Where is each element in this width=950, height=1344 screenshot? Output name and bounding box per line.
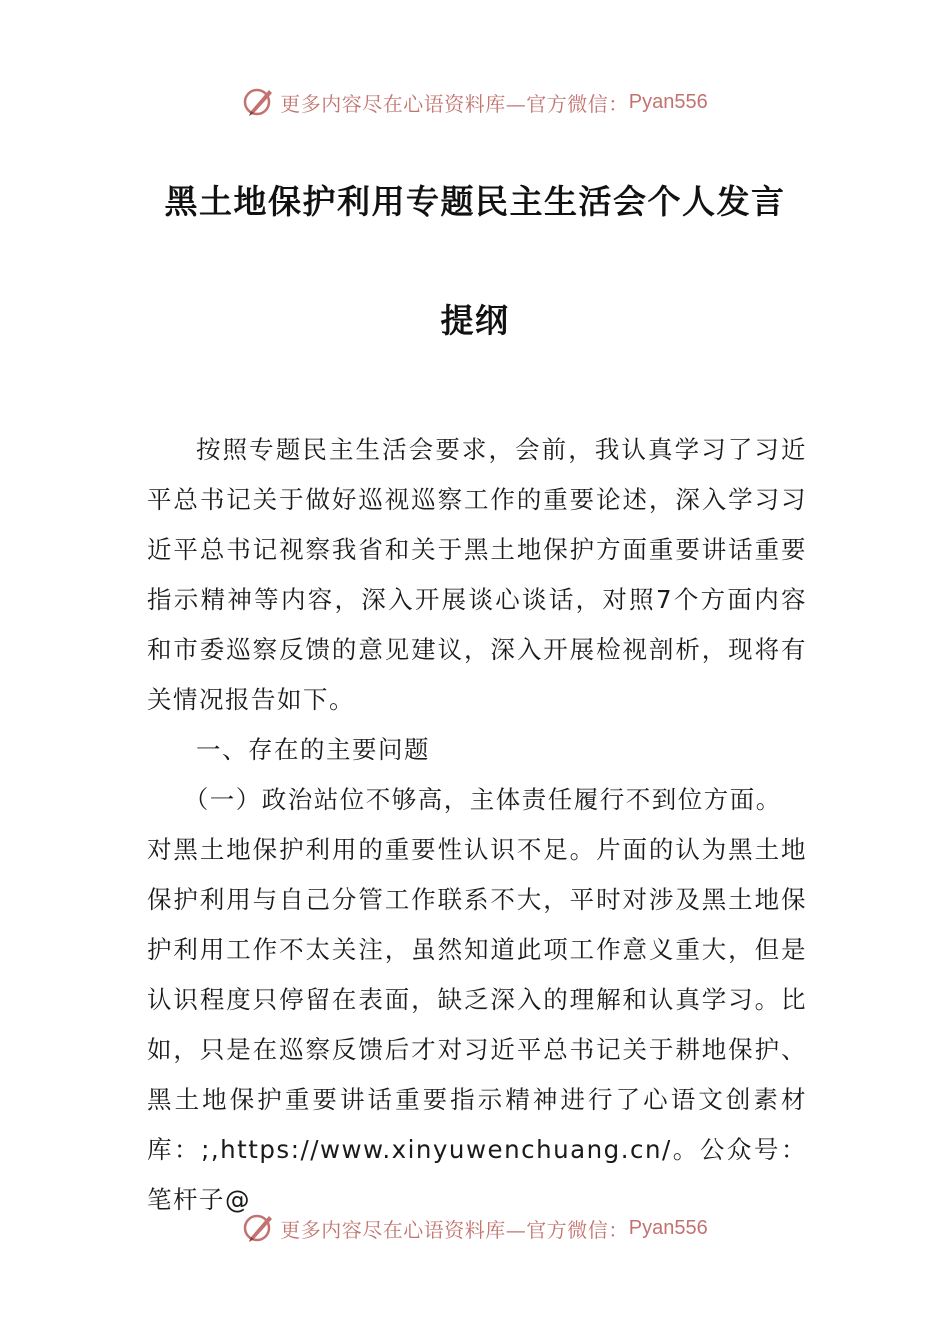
intro-paragraph: 按照专题民主生活会要求，会前，我认真学习了习近平总书记关于做好巡视巡察工作的重要论述，深入学习习近平总书记视察我省和关于黑土地保护方面重要讲话重要指示精神等内容，深入开展谈心谈话，对照7个方面内容和市委巡察反馈的意见建议，深入开展检视剖析，现将有关情况报告如下。 xyxy=(147,435,807,714)
body-paragraph: 对黑土地保护利用的重要性认识不足。片面的认为黑土地保护利用与自己分管工作联系不大，平时对涉及黑土地保护利用工作不太关注，虽然知道此项工作意义重大，但是认识程度只停留在表面，缺乏深入的理解和认真学习。比如，只是在巡察反馈后才对习近平总书记关于耕地保护、黑土地保护重要讲话重要指示精神进行了心语文创素材库：;,https://www.xinyuwenchuang.cn/。公众号：笔杆子@ xyxy=(147,835,807,1214)
header-banner xyxy=(0,82,950,122)
section-heading: 一、存在的主要问题 xyxy=(196,735,430,764)
document-title-line2: 提纲 xyxy=(440,301,510,340)
subsection-heading: （一）政治站位不够高，主体责任履行不到位方面。 xyxy=(183,785,782,814)
banner-text: 更多内容尽在心语资料库—官方微信： xyxy=(280,91,629,116)
footer-banner xyxy=(0,1208,950,1248)
pen-logo-icon xyxy=(242,1211,276,1245)
banner-text: 更多内容尽在心语资料库—官方微信： xyxy=(280,1217,629,1242)
document-body xyxy=(147,425,807,1225)
banner-wechat-id: Pyan556 xyxy=(628,90,708,113)
pen-logo-icon xyxy=(242,85,276,119)
banner-wechat-id: Pyan556 xyxy=(628,1216,708,1239)
document-title-line1: 黑土地保护利用专题民主生活会个人发言 xyxy=(164,182,786,221)
